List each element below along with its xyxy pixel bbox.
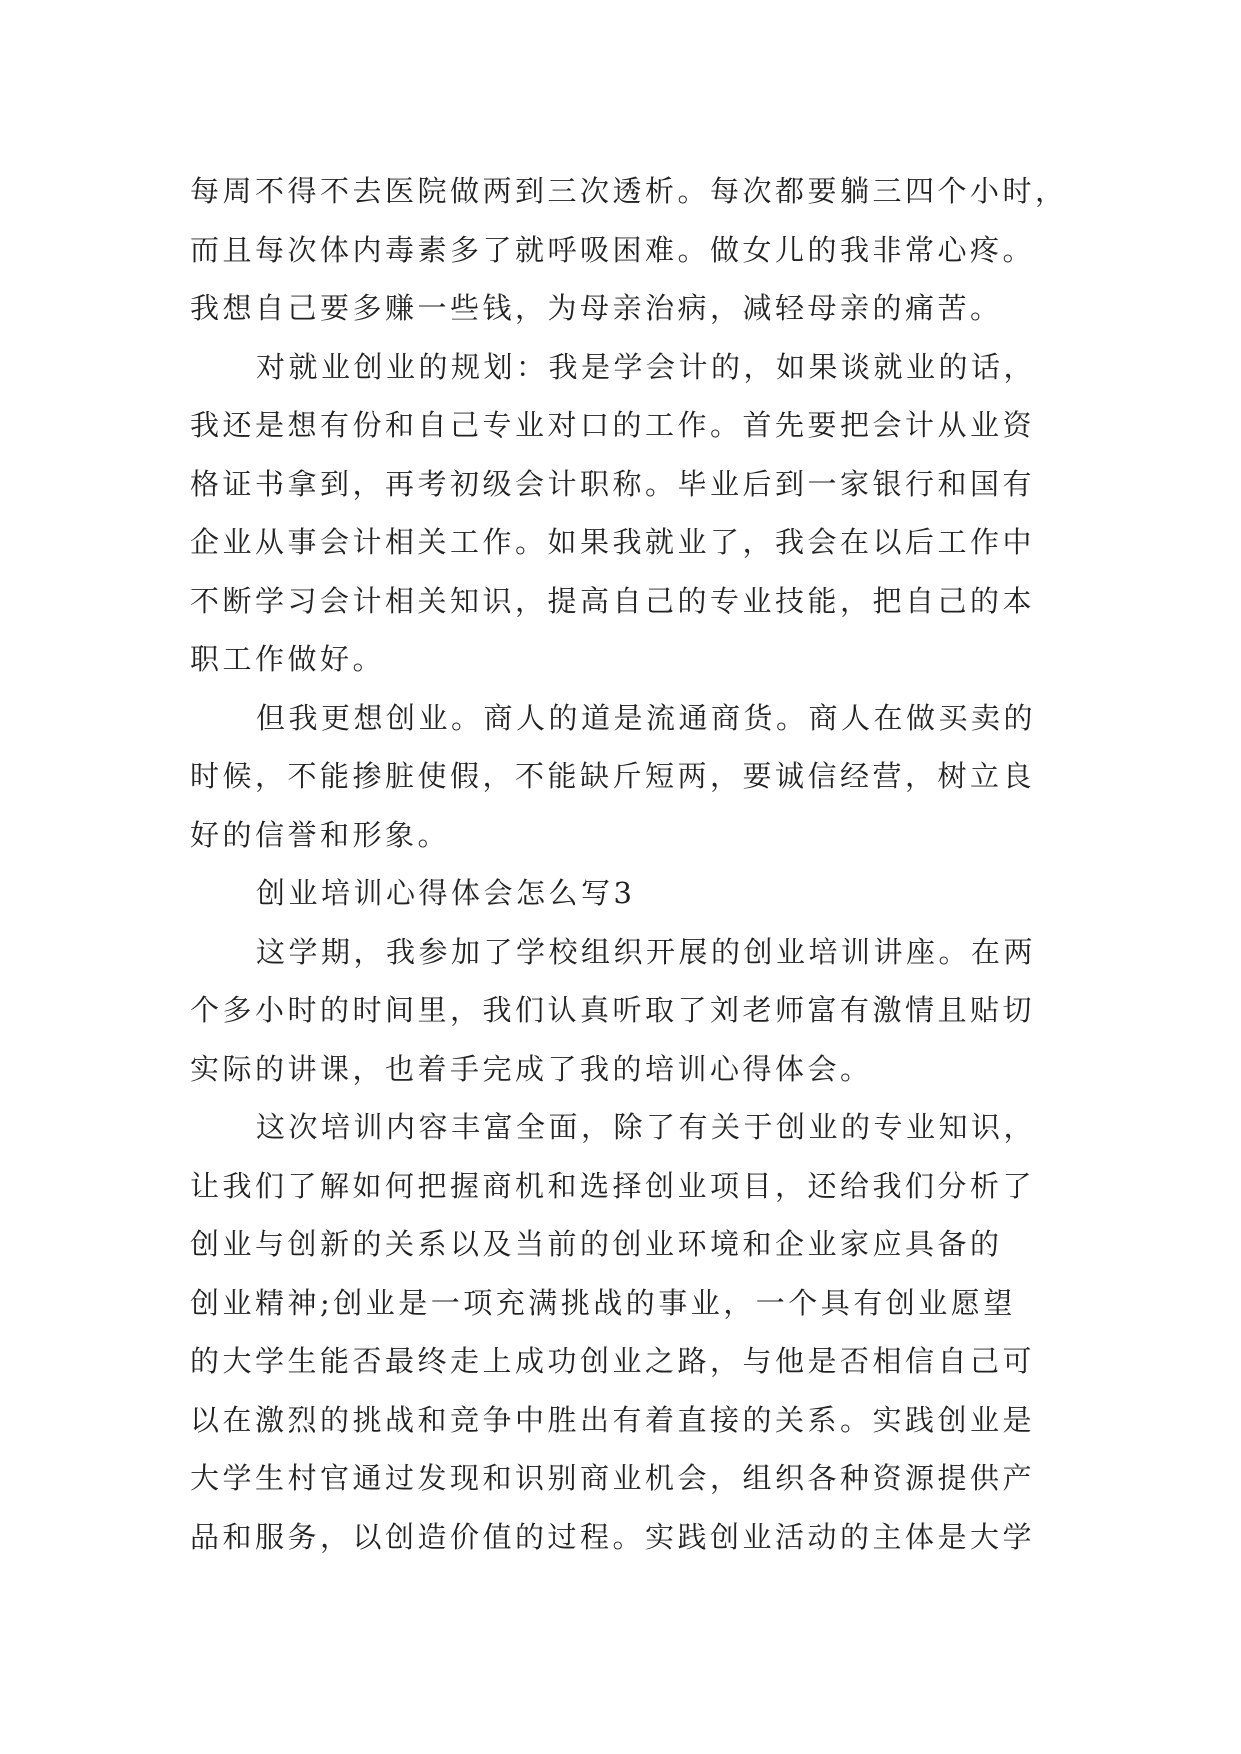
text-line: 时候，不能掺脏使假，不能缺斤短两，要诚信经营，树立良 xyxy=(190,759,1036,793)
text-line: 个多小时的时间里，我们认真听取了刘老师富有激情且贴切 xyxy=(190,993,1036,1027)
text-line: 企业从事会计相关工作。如果我就业了，我会在以后工作中 xyxy=(190,525,1036,559)
text-line: 我想自己要多赚一些钱，为母亲治病，减轻母亲的痛苦。 xyxy=(190,291,1003,325)
paragraph-start-line: 但我更想创业。商人的道是流通商货。商人在做买卖的 xyxy=(256,700,1037,735)
paragraph-start-line: 这学期，我参加了学校组织开展的创业培训讲座。在两 xyxy=(256,934,1037,969)
paragraph-start-line: 对就业创业的规划：我是学会计的，如果谈就业的话， xyxy=(256,349,1037,384)
text-line: 格证书拿到，再考初级会计职称。毕业后到一家银行和国有 xyxy=(190,466,1036,501)
text-line: 我还是想有份和自己专业对口的工作。首先要把会计从业资 xyxy=(190,408,1036,442)
text-line: 创业精神;创业是一项充满挑战的事业，一个具有创业愿望 xyxy=(190,1285,1016,1320)
text-line: 让我们了解如何把握商机和选择创业项目，还给我们分析了 xyxy=(190,1168,1036,1203)
text-line: 不断学习会计相关知识，提高自己的专业技能，把自己的本 xyxy=(190,583,1036,618)
section-heading: 创业培训心得体会怎么写3 xyxy=(256,876,636,910)
text-line: 职工作做好。 xyxy=(190,642,386,676)
text-line: 每周不得不去医院做两到三次透析。每次都要躺三四个小时， xyxy=(190,174,1068,208)
paragraph-start-line: 这次培训内容丰富全面，除了有关于创业的专业知识， xyxy=(256,1110,1037,1144)
text-line: 以在激烈的挑战和竞争中胜出有着直接的关系。实践创业是 xyxy=(190,1402,1036,1437)
document-body xyxy=(190,162,1090,1566)
text-line: 大学生村官通过发现和识别商业机会，组织各种资源提供产 xyxy=(190,1461,1036,1495)
text-line: 实际的讲课，也着手完成了我的培训心得体会。 xyxy=(190,1051,873,1086)
text-line: 的大学生能否最终走上成功创业之路，与他是否相信自己可 xyxy=(190,1344,1036,1378)
text-line: 好的信誉和形象。 xyxy=(190,817,451,852)
text-line: 创业与创新的关系以及当前的创业环境和企业家应具备的 xyxy=(190,1227,1003,1261)
text-line: 品和服务，以创造价值的过程。实践创业活动的主体是大学 xyxy=(190,1519,1036,1554)
text-line: 而且每次体内毒素多了就呼吸困难。做女儿的我非常心疼。 xyxy=(190,232,1036,267)
